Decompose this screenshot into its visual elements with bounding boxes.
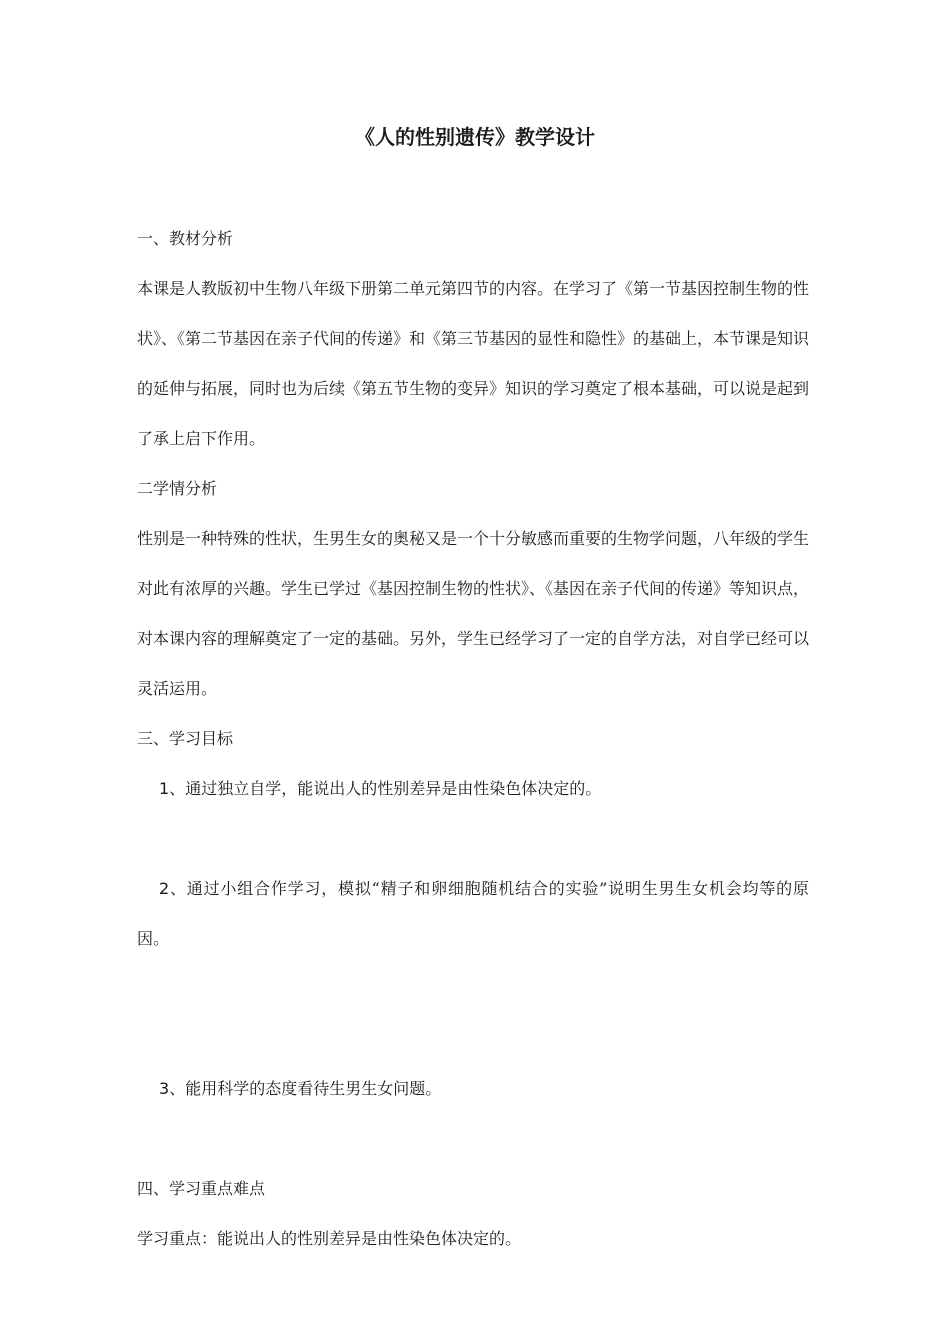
section-heading-key-points: 四、学习重点难点 (137, 1179, 266, 1198)
spacer (137, 964, 809, 1014)
learning-goal-1 (137, 764, 809, 814)
section-heading-material-analysis: 一、教材分析 (137, 229, 234, 248)
spacer (137, 814, 809, 864)
document-title: 《人的性别遗传》教学设计 (355, 125, 595, 149)
spacer (137, 1014, 809, 1064)
spacer (137, 1114, 809, 1164)
goal-text: 、通过独立自学，能说出人的性别差异是由性染色体决定的。 (169, 779, 602, 798)
learning-goal-2 (137, 864, 809, 964)
learning-goal-3 (137, 1064, 809, 1114)
section-heading-learning-goals: 三、学习目标 (137, 729, 234, 748)
goal-text: 、能用科学的态度看待生男生女问题。 (169, 1079, 442, 1098)
goal-number: 3 (159, 1079, 170, 1098)
document-body (137, 214, 809, 1264)
key-point-paragraph: 学习重点：能说出人的性别差异是由性染色体决定的。 (137, 1229, 522, 1248)
goal-text: 、通过小组合作学习，模拟“精子和卵细胞随机结合的实验”说明生男生女机会均等的原因。 (137, 879, 809, 948)
goal-number: 1 (159, 779, 170, 798)
section-heading-student-analysis: 二学情分析 (137, 479, 218, 498)
material-analysis-paragraph: 本课是人教版初中生物八年级下册第二单元第四节的内容。在学习了《第一节基因控制生物的性状》、《第二节基因在亲子代间的传递》和《第三节基因的显性和隐性》的基础上，本节课是知识的延伸与拓展，同时也为后续《第五节生物的变异》知识的学习奠定了根本基础，可以说是起到了承上启下作用。 (137, 279, 810, 448)
student-analysis-paragraph: 性别是一种特殊的性状，生男生女的奥秘又是一个十分敏感而重要的生物学问题，八年级的学生对此有浓厚的兴趣。学生已学过《基因控制生物的性状》、《基因在亲子代间的传递》等知识点，对本课内容的理解奠定了一定的基础。另外，学生已经学习了一定的自学方法，对自学已经可以灵活运用。 (137, 529, 810, 698)
goal-number: 2 (159, 879, 170, 898)
